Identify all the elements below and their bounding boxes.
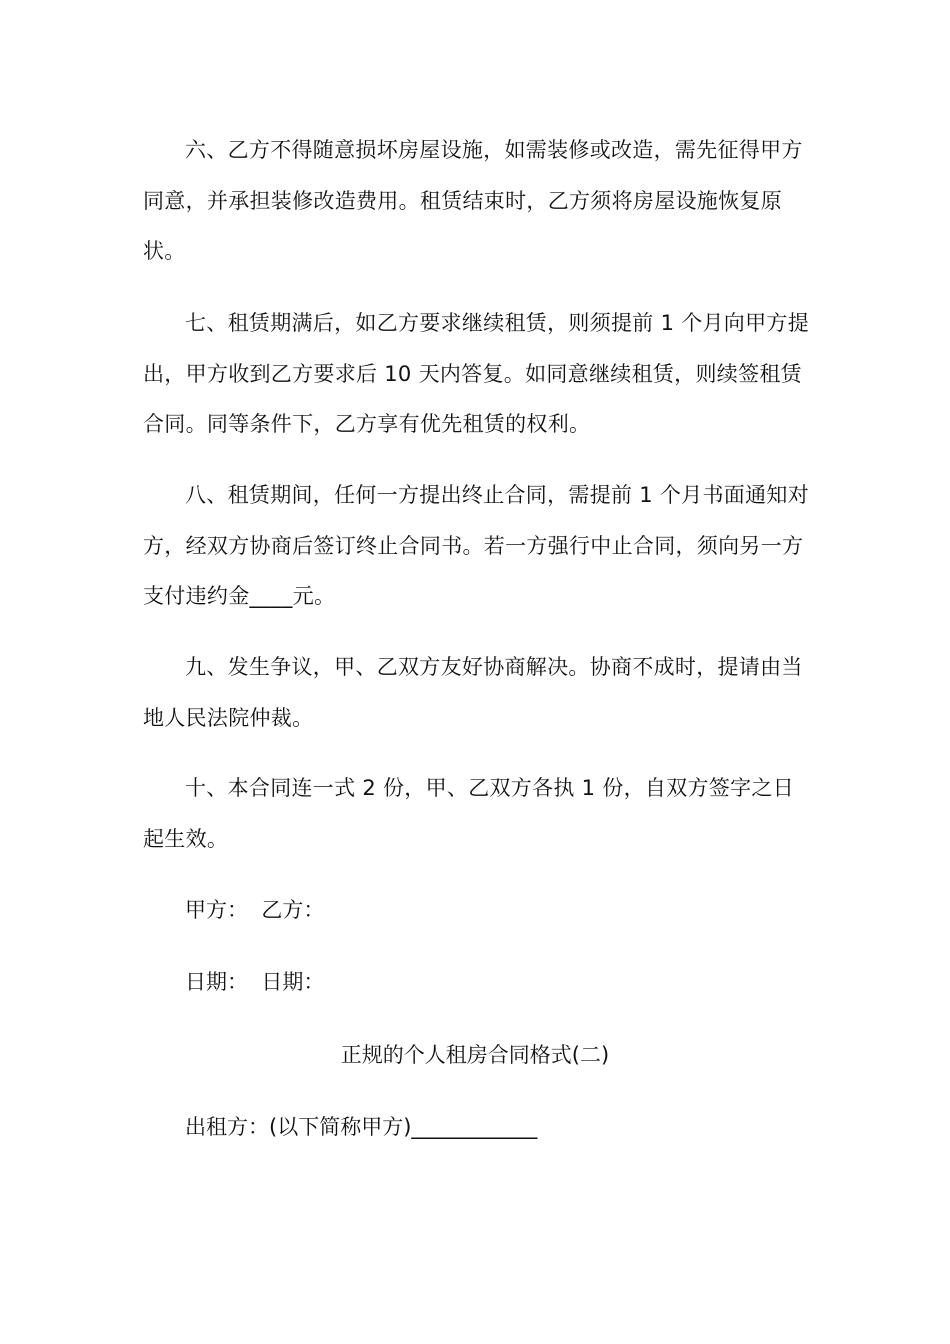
clause-8: 八、租赁期间，任何一方提出终止合同，需提前 1 个月书面通知对方，经双方协商后签订终止合同书。若一方强行中止合同，须向另一方支付违约金____元。 — [143, 483, 810, 608]
clause-10: 十、本合同连一式 2 份，甲、乙双方各执 1 份，自双方签字之日起生效。 — [143, 776, 795, 851]
clause-6: 六、乙方不得随意损坏房屋设施，如需装修或改造，需先征得甲方同意，并承担装修改造费用。租赁结束时，乙方须将房屋设施恢复原状。 — [143, 138, 803, 263]
lessor-line: 出租方：(以下简称甲方)____________ — [185, 1115, 538, 1139]
clause-7: 七、租赁期满后，如乙方要求继续租赁，则须提前 1 个月向甲方提出，甲方收到乙方要求后 10 天内答复。如同意继续租赁，则续签租赁合同。同等条件下，乙方享有优先租赁的权利。 — [143, 311, 810, 436]
signature-line: 甲方： 乙方： — [185, 898, 325, 922]
section-title: 正规的个人租房合同格式(二) — [340, 1043, 610, 1067]
clause-9: 九、发生争议，甲、乙双方友好协商解决。协商不成时，提请由当地人民法院仲裁。 — [143, 655, 803, 730]
date-line: 日期： 日期： — [185, 970, 325, 994]
